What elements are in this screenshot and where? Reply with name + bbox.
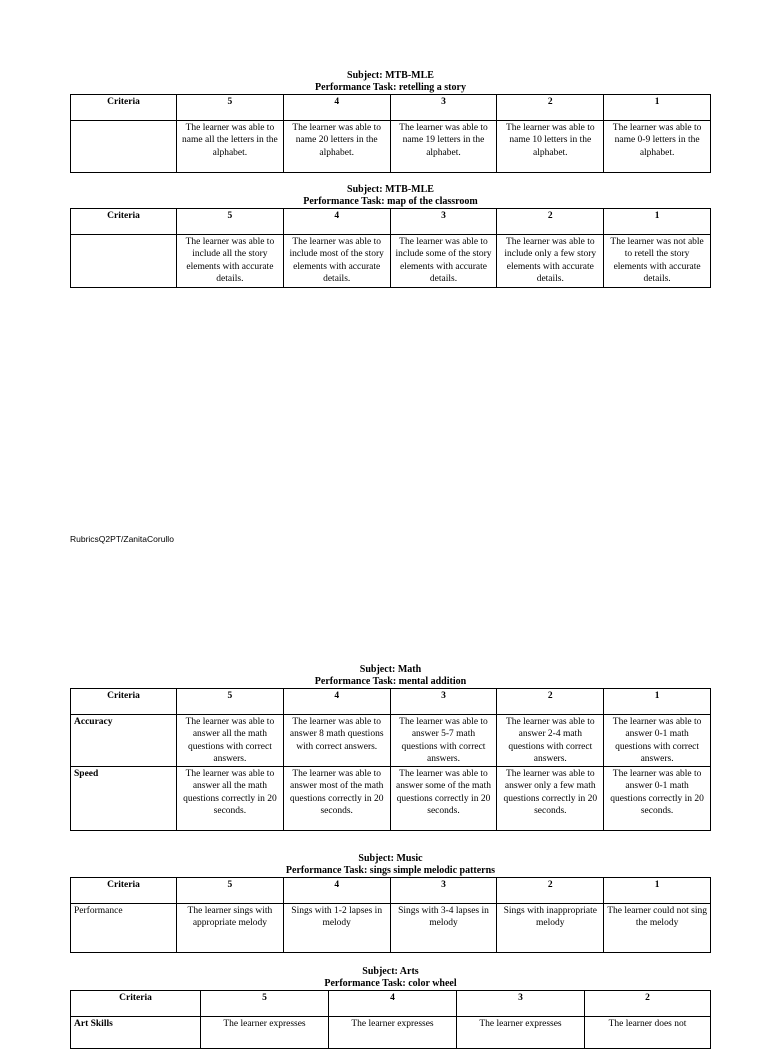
criterion-cell: Performance	[71, 904, 177, 953]
header-row	[71, 689, 711, 715]
score-header: 3	[390, 95, 497, 121]
criterion-cell: Art Skills	[71, 1017, 201, 1049]
table-row	[71, 767, 711, 831]
criteria-header: Criteria	[71, 209, 177, 235]
score-header: 2	[585, 991, 711, 1017]
table-row	[71, 121, 711, 173]
score-header: 4	[283, 689, 390, 715]
header-row	[71, 991, 711, 1017]
score-header: 1	[604, 95, 711, 121]
score-header: 2	[497, 209, 604, 235]
criteria-header: Criteria	[71, 689, 177, 715]
descriptor-cell: The learner was able to include some of the story elements with accurate details.	[390, 235, 497, 288]
descriptor-cell: The learner was able to name 20 letters in the alphabet.	[283, 121, 390, 173]
criteria-header: Criteria	[71, 878, 177, 904]
criterion-cell	[71, 235, 177, 288]
subject-title: Subject: MTB-MLE	[347, 70, 434, 81]
table-row	[71, 715, 711, 767]
subject-title: Subject: Music	[358, 853, 423, 864]
header-row	[71, 95, 711, 121]
rubric-arts	[70, 966, 711, 1049]
rubric-table	[70, 208, 711, 288]
score-header: 2	[497, 95, 604, 121]
descriptor-cell: Sings with inappropriate melody	[497, 904, 604, 953]
criteria-header: Criteria	[71, 95, 177, 121]
descriptor-cell: The learner was able to answer 5-7 math questions with correct answers.	[390, 715, 497, 767]
descriptor-cell: The learner was able to answer 0-1 math questions with correct answers.	[604, 715, 711, 767]
rubric-table	[70, 688, 711, 831]
score-header: 4	[283, 95, 390, 121]
descriptor-cell: Sings with 3-4 lapses in melody	[390, 904, 497, 953]
descriptor-cell: The learner was able to answer all the math questions with correct answers.	[177, 715, 284, 767]
descriptor-cell: The learner was able to answer only a few math questions correctly in 20 seconds.	[497, 767, 604, 831]
rubric-table	[70, 877, 711, 953]
score-header: 3	[390, 209, 497, 235]
descriptor-cell: The learner was able to name 10 letters in the alphabet.	[497, 121, 604, 173]
criterion-cell: Accuracy	[71, 715, 177, 767]
descriptor-cell: The learner was able to name 19 letters in the alphabet.	[390, 121, 497, 173]
score-header: 1	[604, 878, 711, 904]
descriptor-cell: The learner could not sing the melody	[604, 904, 711, 953]
table-row	[71, 1017, 711, 1049]
rubric-table	[70, 990, 711, 1049]
task-title: Performance Task: retelling a story	[315, 82, 466, 93]
score-header: 5	[201, 991, 329, 1017]
rubric-mtb-mle-1	[70, 70, 711, 173]
score-header: 3	[457, 991, 585, 1017]
descriptor-cell: The learner was able to answer some of the math questions correctly in 20 seconds.	[390, 767, 497, 831]
rubric-table	[70, 94, 711, 173]
subject-title: Subject: Math	[359, 664, 422, 675]
score-header: 5	[177, 878, 284, 904]
score-header: 3	[390, 689, 497, 715]
task-title: Performance Task: mental addition	[314, 676, 467, 687]
score-header: 2	[497, 878, 604, 904]
rubric-mtb-mle-2	[70, 184, 711, 288]
footer-text: RubricsQ2PT/ZanitaCorullo	[70, 534, 174, 544]
score-header: 4	[283, 209, 390, 235]
header-row	[71, 209, 711, 235]
descriptor-cell: The learner was able to answer all the math questions correctly in 20 seconds.	[177, 767, 284, 831]
score-header: 1	[604, 209, 711, 235]
criteria-header: Criteria	[71, 991, 201, 1017]
descriptor-cell: The learner sings with appropriate melody	[177, 904, 284, 953]
score-header: 5	[177, 209, 284, 235]
descriptor-cell: The learner was able to include most of the story elements with accurate details.	[283, 235, 390, 288]
descriptor-cell: The learner was able to answer 0-1 math questions correctly in 20 seconds.	[604, 767, 711, 831]
descriptor-cell: The learner expresses	[201, 1017, 329, 1049]
descriptor-cell: The learner was able to name all the letters in the alphabet.	[177, 121, 284, 173]
descriptor-cell: The learner was able to answer 8 math questions with correct answers.	[283, 715, 390, 767]
score-header: 4	[329, 991, 457, 1017]
descriptor-cell: The learner was able to name 0-9 letters in the alphabet.	[604, 121, 711, 173]
score-header: 3	[390, 878, 497, 904]
score-header: 5	[177, 95, 284, 121]
descriptor-cell: The learner was able to answer most of the math questions correctly in 20 seconds.	[283, 767, 390, 831]
table-row	[71, 235, 711, 288]
descriptor-cell: The learner expresses	[329, 1017, 457, 1049]
score-header: 1	[604, 689, 711, 715]
descriptor-cell: The learner was not able to retell the story elements with accurate details.	[604, 235, 711, 288]
subject-title: Subject: Arts	[362, 966, 419, 977]
task-title: Performance Task: map of the classroom	[303, 196, 478, 207]
score-header: 5	[177, 689, 284, 715]
descriptor-cell: The learner was able to include all the story elements with accurate details.	[177, 235, 284, 288]
criterion-cell: Speed	[71, 767, 177, 831]
subject-title: Subject: MTB-MLE	[347, 184, 434, 195]
rubric-music	[70, 853, 711, 953]
descriptor-cell: The learner was able to answer 2-4 math questions with correct answers.	[497, 715, 604, 767]
header-row	[71, 878, 711, 904]
descriptor-cell: Sings with 1-2 lapses in melody	[283, 904, 390, 953]
score-header: 2	[497, 689, 604, 715]
descriptor-cell: The learner expresses	[457, 1017, 585, 1049]
descriptor-cell: The learner does not	[585, 1017, 711, 1049]
table-row	[71, 904, 711, 953]
rubric-math	[70, 664, 711, 831]
task-title: Performance Task: sings simple melodic patterns	[285, 865, 496, 876]
task-title: Performance Task: color wheel	[324, 978, 457, 989]
descriptor-cell: The learner was able to include only a few story elements with accurate details.	[497, 235, 604, 288]
criterion-cell	[71, 121, 177, 173]
score-header: 4	[283, 878, 390, 904]
